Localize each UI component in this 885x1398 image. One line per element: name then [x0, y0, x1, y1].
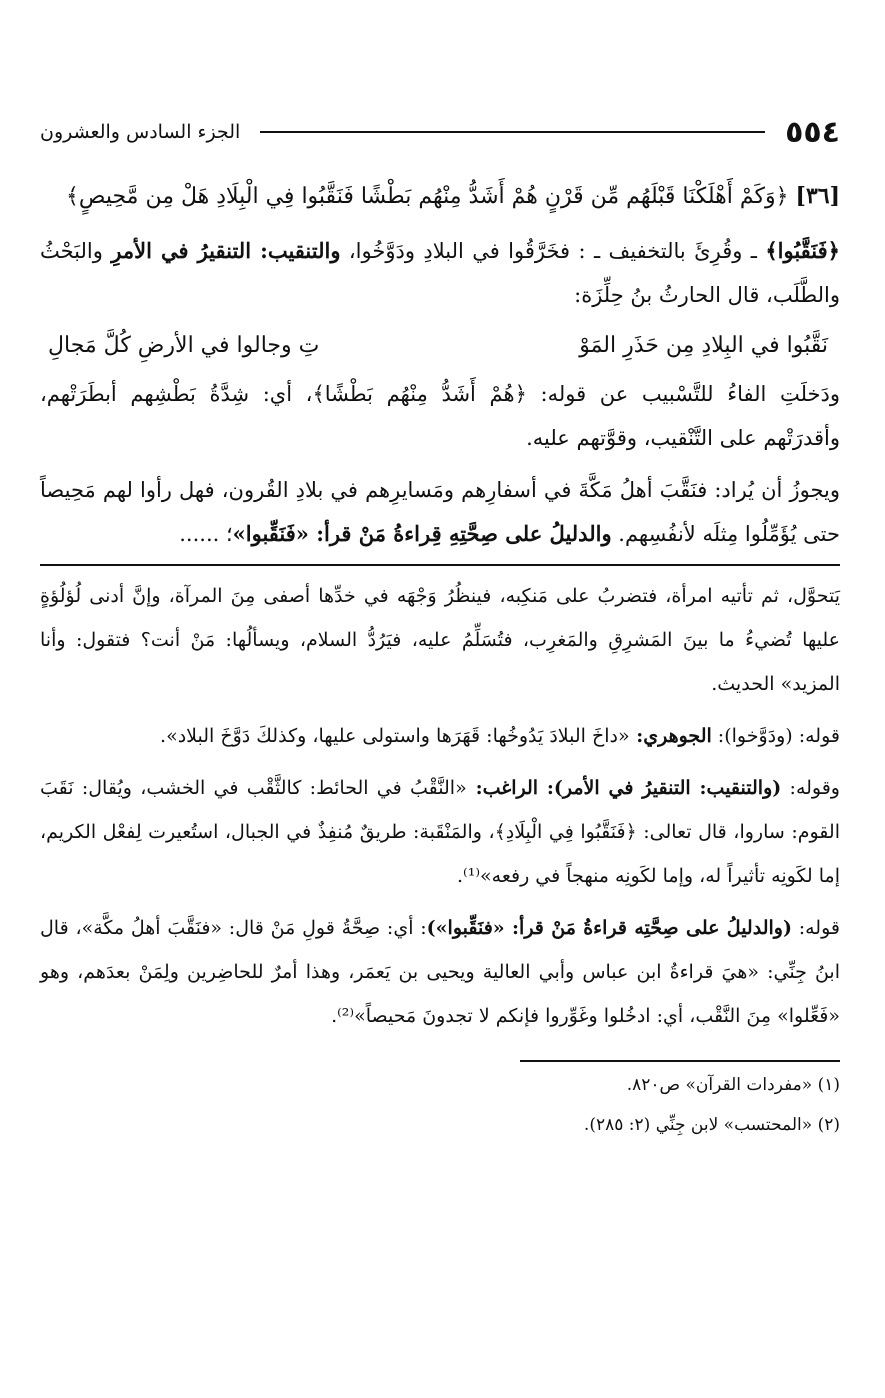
footnote-1: (١) «مفردات القرآن» ص٨٢٠. [626, 1075, 840, 1095]
commentary-p3-bold: (والتنقيب: التنقيرُ في الأمر): الراغب: [466, 777, 782, 799]
commentary-paragraph-4 [40, 906, 840, 1038]
commentary-paragraph-2 [40, 714, 840, 758]
page-number: ٥٥٤ [785, 114, 840, 150]
commentary-p3-lead: وقوله: [781, 777, 840, 799]
running-title: الجزء السادس والعشرون [40, 121, 241, 143]
main-paragraph-2: ودَخلَتِ الفاءُ للتَّسْبيب عن قوله: ﴿هُمْ أَشَدُّ مِنْهُم بَطْشًا﴾، أي: شِدَّةُ بَطْشِهم أبطَرَتْهم، وأقدرَتْهم على التَّنْقيب، وقوَّتهم عليه. [40, 382, 840, 450]
poem-verse [40, 333, 840, 358]
footnote-2: (٢) «المحتسب» لابن جِنِّي (٢: ٢٨٥). [583, 1115, 840, 1135]
verse-text: ﴿وَكَمْ أَهْلَكْنَا قَبْلَهُم مِّن قَرْنٍ هُمْ أَشَدُّ مِنْهُم بَطْشًا فَنَقَّبُوا فِي الْبِلَادِ هَلْ مِن مَّحِيصٍ﴾ [65, 184, 789, 209]
commentary [40, 574, 840, 1038]
commentary-p4-bold: (والدليلُ على صِحَّتِه قراءةُ مَنْ قرأ: «فنَقِّبوا») [426, 917, 792, 939]
term-tanqib: والتنقيب: التنقيرُ في الأمرِ [111, 238, 341, 263]
header-rule [260, 131, 765, 133]
main-p3-bold: والدليلُ على صِحَّتِهِ قِراءةُ مَنْ قرأ: «فَنَقِّبوا» [232, 521, 612, 546]
main-text [40, 229, 840, 556]
page [40, 108, 840, 1148]
commentary-paragraph-1: يَتحوَّل، ثم تأتيه امرأة، فتضربُ على مَنكِبه، فينظُرُ وَجْهَه في خدِّها أصفى مِنَ المرآة، وإنَّ أدنى لُؤلُؤةٍ عليها تُضيءُ ما بينَ المَشرِقِ والمَغرِب، فتُسَلِّمُ عليه، فيَرُدُّ السلام، ويسألُها: مَنْ أنت؟ فتقول: وأنا المزيد» الحديث. [40, 585, 840, 695]
commentary-divider [40, 564, 840, 566]
main-paragraph-3 [40, 468, 840, 556]
commentary-p4-rest: : أي: صِحَّةُ قولِ مَنْ قال: «فنَقَّبَ أهلُ مكَّة»، قال ابنُ جِنِّي: «هيَ قراءةُ ابن عباس وأبي العالية ويحيى بن يَعمَر، وهذا أمرٌ للحاضِرين ولِمَنْ بعدَهم، وهو «فَعِّلوا» مِنَ النَّقْب، أي: ادخُلوا وغَوِّروا فإنكم لا تجدونَ مَحيصاً»⁽²⁾. [40, 917, 840, 1027]
poem-second-hemistich: تِ وجالوا في الأرضِ كُلَّ مَجالِ [48, 333, 320, 358]
main-p3-end: ؛ ...... [179, 522, 233, 546]
verse-reference: [٣٦] [795, 183, 840, 209]
page-header [40, 108, 840, 156]
term-fanaqqabu: ﴿فَنَقَّبُوا﴾ [765, 238, 840, 263]
quran-verse [40, 172, 840, 221]
commentary-p2-rest: «داخَ البلادَ يَدُوخُها: قَهَرَها واستولى عليها، وكذلكَ دَوَّخَ البلاد». [160, 725, 630, 747]
commentary-p3-rest: «النَّقْبُ في الحائط: كالثَّقْب في الخشب، ويُقال: نَقَبَ القوم: ساروا، قال تعالى: ﴿فَنَقَّبُوا فِي الْبِلَادِ﴾، والمَنْقَبة: طريقٌ مُنفِذٌ في الجبال، استُعيرت لِفعْل الكريم، إما لكَونِه تأثيراً له، وإما لكَونِه منهجاً في رفعه»⁽¹⁾. [40, 777, 840, 887]
footnotes [40, 1068, 840, 1142]
commentary-p2-lead: قوله: (ودَوَّخوا): [711, 725, 840, 747]
main-p1-text-a: ـ وقُرِئَ بالتخفيف ـ : فخَرَّقُوا في البلادِ ودَوَّخُوا، [340, 239, 766, 263]
footnote-divider [520, 1060, 840, 1062]
commentary-p4-lead: قوله: [791, 917, 840, 939]
commentary-p2-bold: الجوهري: [629, 725, 712, 747]
main-p1-text-b: والبَحْثُ والطَّلَب، قال الحارثُ بنُ حِلِّزَة: [40, 239, 840, 307]
commentary-paragraph-3 [40, 766, 840, 898]
main-p3-text: ويجوزُ أن يُراد: فنَقَّبَ أهلُ مَكَّةَ في أسفارِهم ومَسايرِهم في بلادِ القُرون، فهل رأوا لهم مَحِيصاً حتى يُؤَمِّلُوا مِثلَه لأنفُسِهم. [40, 478, 840, 546]
poem-first-hemistich: نَقَّبُوا في البِلادِ مِن حَذَرِ المَوْ [579, 333, 828, 358]
main-paragraph-1 [40, 229, 840, 317]
